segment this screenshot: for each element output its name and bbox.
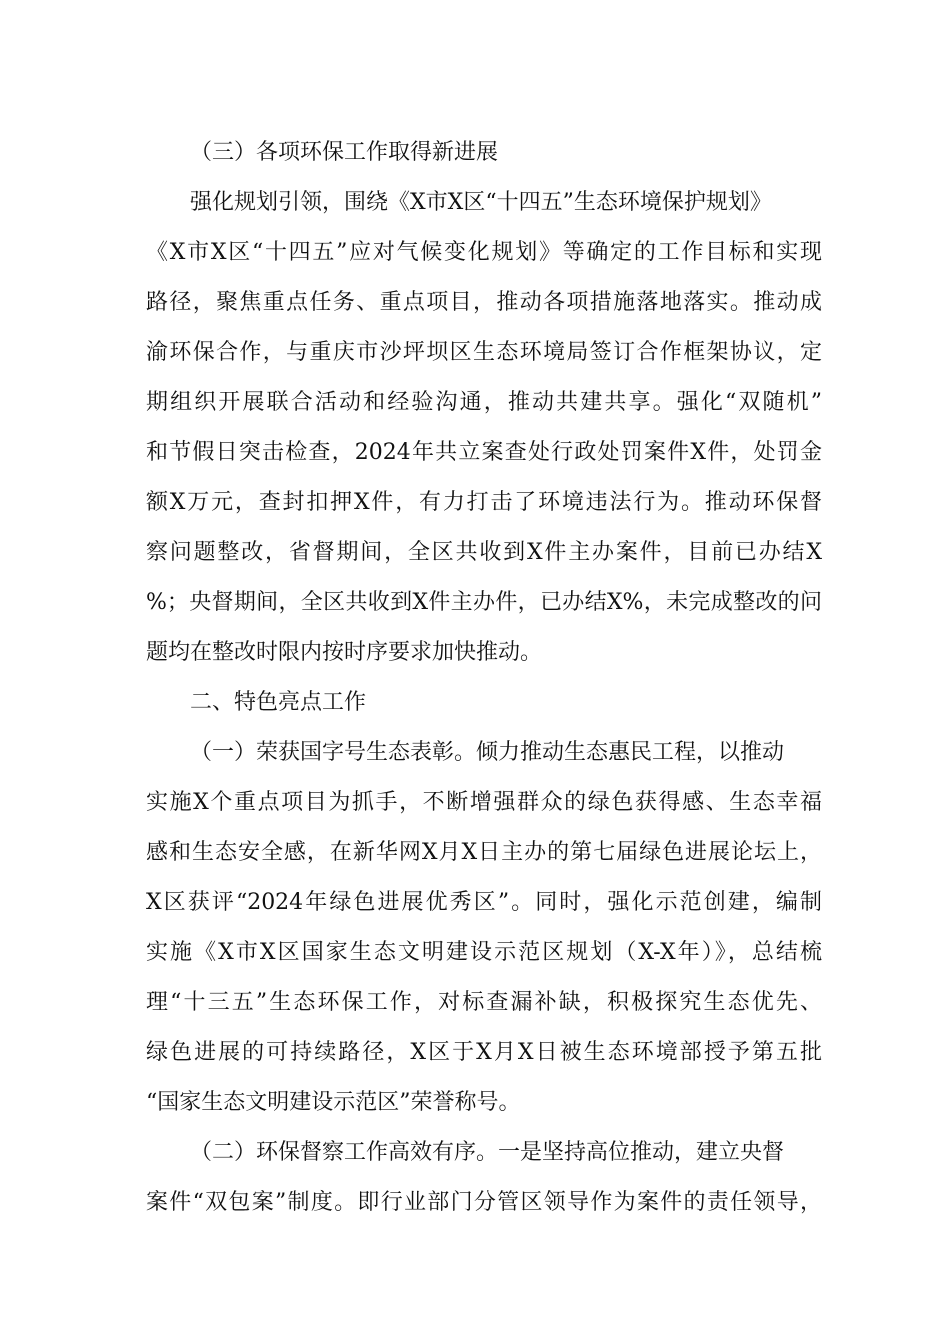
text-line: 理“十三五”生态环保工作，对标查漏补缺，积极探究生态优先、 [146,990,822,1015]
paragraph-line [0,1078,950,1128]
text-line: 路径，聚焦重点任务、重点项目，推动各项措施落地落实。推动成 [146,290,822,315]
text-line: X区获评“2024年绿色进展优秀区”。同时，强化示范创建，编制 [146,890,822,915]
paragraph-line [0,828,950,878]
text-line: （二）环保督察工作高效有序。一是坚持高位推动，建立央督 [190,1140,785,1165]
paragraph-line [0,978,950,1028]
text-line: “国家生态文明建设示范区”荣誉称号。 [146,1090,521,1115]
text-line: 《X市X区“十四五”应对气候变化规划》等确定的工作目标和实现 [146,240,822,265]
paragraph-line [0,578,950,628]
text-line: 实施《X市X区国家生态文明建设示范区规划（X-X年）》，总结梳 [146,940,822,965]
text-line: 和节假日突击检查，2024年共立案查处行政处罚案件X件，处罚金 [146,440,822,465]
paragraph-line [0,528,950,578]
text-line: 实施X个重点项目为抓手，不断增强群众的绿色获得感、生态幸福 [146,790,822,815]
text-line: 感和生态安全感，在新华网X月X日主办的第七届绿色进展论坛上， [146,840,822,865]
paragraph-line [0,278,950,328]
text-line: 察问题整改，省督期间，全区共收到X件主办案件，目前已办结X [146,540,822,565]
text-line: （一）荣获国字号生态表彰。倾力推动生态惠民工程，以推动 [190,740,785,765]
text-line: 期组织开展联合活动和经验沟通，推动共建共享。强化“双随机” [146,390,822,415]
text-line: 题均在整改时限内按时序要求加快推动。 [146,640,543,665]
paragraph-line [0,428,950,478]
paragraph-line [0,378,950,428]
paragraph-line [0,728,950,778]
paragraph-line [0,1028,950,1078]
text-line: 二、特色亮点工作 [190,690,367,715]
text-line: （三）各项环保工作取得新进展 [190,140,499,165]
text-line: 案件“双包案”制度。即行业部门分管区领导作为案件的责任领导， [146,1190,822,1215]
paragraph-line [0,228,950,278]
text-line: 强化规划引领，围绕《X市X区“十四五”生态环境保护规划》 [190,190,772,215]
text-line: %；央督期间，全区共收到X件主办件，已办结X%，未完成整改的问 [146,590,822,615]
paragraph-line [0,1128,950,1178]
paragraph-line [0,928,950,978]
paragraph-line [0,328,950,378]
section-heading [0,678,950,728]
text-line: 绿色进展的可持续路径，X区于X月X日被生态环境部授予第五批 [146,1040,822,1065]
paragraph-line [0,878,950,928]
text-line: 额X万元，查封扣押X件，有力打击了环境违法行为。推动环保督 [146,490,822,515]
paragraph-line [0,778,950,828]
section-heading [0,128,950,178]
paragraph-line [0,628,950,678]
text-line: 渝环保合作，与重庆市沙坪坝区生态环境局签订合作框架协议，定 [146,340,822,365]
paragraph-line [0,1178,950,1228]
paragraph-line [0,478,950,528]
paragraph-line [0,178,950,228]
